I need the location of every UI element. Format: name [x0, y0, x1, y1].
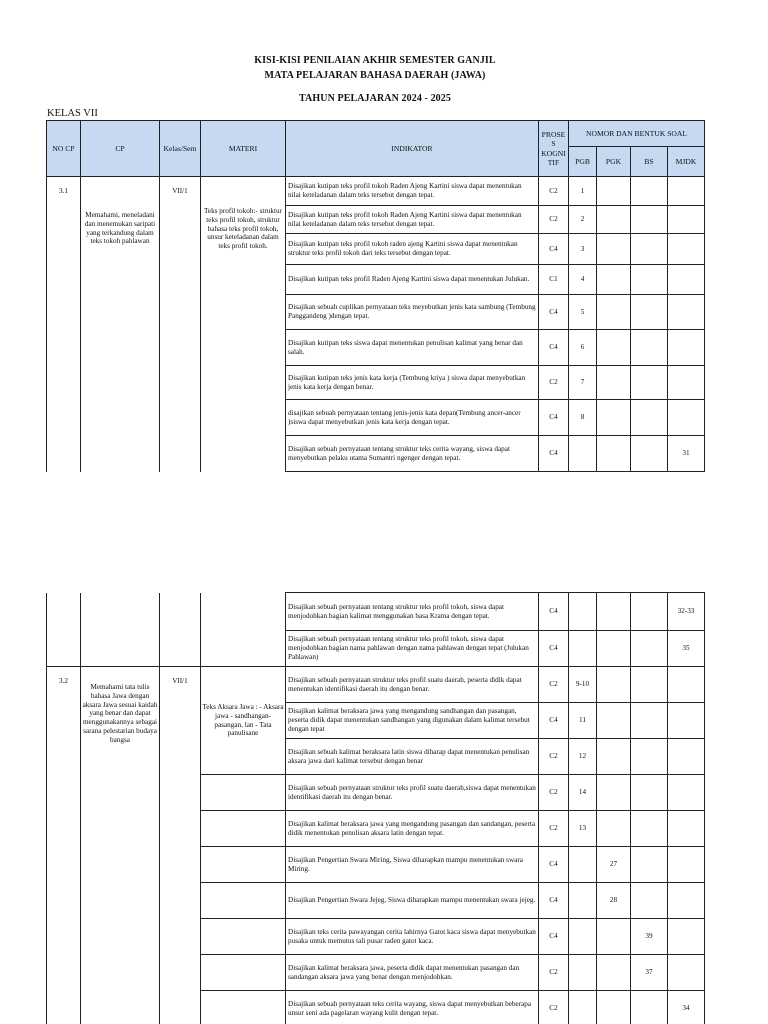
- subject-title: MATA PELAJARAN BAHASA DAERAH (JAWA): [264, 70, 486, 81]
- pgb-cell: 3: [569, 234, 597, 265]
- pgb-cell: 9-10: [569, 667, 597, 703]
- bs-cell: [631, 436, 668, 472]
- indikator-cell: Disajikan Pengertian Swara Jejeg, Siswa diharapkan mampu menentukan swara jejeg.: [286, 883, 539, 919]
- pgb-cell: 2: [569, 206, 597, 234]
- mjdk-cell: [668, 667, 705, 703]
- pgk-cell: [597, 631, 631, 667]
- indikator-cell: Disajikan sebuah kalimat beraksara latin siswa diharap dapat menentukan penulisan aksara jawa dari kalimat tersebut dengan benar: [286, 739, 539, 775]
- pgk-cell: [597, 400, 631, 436]
- pgb-cell: [569, 991, 597, 1024]
- continuation-blank-cell: [201, 593, 286, 667]
- bs-cell: [631, 811, 668, 847]
- pgk-cell: [597, 703, 631, 739]
- proses-kognitif-cell: C4: [539, 234, 569, 265]
- proses-kognitif-cell: C2: [539, 667, 569, 703]
- bs-cell: [631, 295, 668, 330]
- table-row: [47, 593, 705, 631]
- proses-kognitif-cell: C4: [539, 703, 569, 739]
- bs-cell: 37: [631, 955, 668, 991]
- proses-kognitif-cell: C4: [539, 330, 569, 366]
- pgb-cell: [569, 593, 597, 631]
- indikator-cell: Disajikan sebuah pernyataan tentang struktur teks profil tokoh, siswa dapat menjodohkan bagian kalimat menggunakan basa Krama dengan tepat.: [286, 593, 539, 631]
- proses-kognitif-cell: C4: [539, 631, 569, 667]
- bs-cell: [631, 847, 668, 883]
- materi-blank-cell: [201, 955, 286, 991]
- continuation-blank-cell: [81, 593, 160, 667]
- bs-cell: [631, 177, 668, 206]
- bs-cell: 39: [631, 919, 668, 955]
- materi-blank-cell: [201, 919, 286, 955]
- bs-cell: [631, 703, 668, 739]
- mjdk-cell: [668, 206, 705, 234]
- mjdk-cell: [668, 811, 705, 847]
- pgb-cell: 4: [569, 265, 597, 295]
- indikator-cell: Disajikan teks cerita pawayangan cerita lahirnya Gatot kaca siswa dapat menyebutkan pusaka untuk memutus tali pusar raden gatot kaca.: [286, 919, 539, 955]
- table-row: [47, 177, 705, 206]
- year-title: TAHUN PELAJARAN 2024 - 2025: [299, 93, 451, 104]
- pgb-cell: [569, 631, 597, 667]
- materi-cell: Teks profil tokoh:- struktur teks profil tokoh, struktur bahasa teks profil tokoh, unsur keteladanan dalam teks profil tokoh.: [201, 177, 286, 472]
- materi-blank-cell: [201, 811, 286, 847]
- pgb-cell: 11: [569, 703, 597, 739]
- cp-cell: Memahami tata tulis bahasa Jawa dengan aksara Jawa sesuai kaidah yang benar dan dapat menggunakannya sebagai sarana pelestarian budaya bangsa: [81, 667, 160, 1024]
- pgk-cell: [597, 330, 631, 366]
- proses-kognitif-cell: C4: [539, 400, 569, 436]
- bs-cell: [631, 593, 668, 631]
- header-proses-kognitif: PROSE S KOGNI TIF: [539, 121, 569, 177]
- mjdk-cell: 32-33: [668, 593, 705, 631]
- bs-cell: [631, 366, 668, 400]
- materi-blank-cell: [201, 847, 286, 883]
- pgk-cell: [597, 593, 631, 631]
- bs-cell: [631, 265, 668, 295]
- bs-cell: [631, 234, 668, 265]
- pgb-cell: 13: [569, 811, 597, 847]
- indikator-cell: Disajikan kalimat beraksara jawa yang mengandung sandhangan dan pasangan, peserta didik dapat menentukan sandhangan yang digunakan dalam kalimat tersebut dengan tepat: [286, 703, 539, 739]
- indikator-cell: Disajikan kalimat beraksara jawa yang mengandung pasangan dan sandangan, peserta didik menentukan penulisan aksara latin dengan tepat.: [286, 811, 539, 847]
- cp-cell: Memahami, meneladani dan menemukan saripati yang terkandung dalam teks tokoh pahlawan: [81, 177, 160, 472]
- mjdk-cell: [668, 234, 705, 265]
- continuation-blank-cell: [160, 593, 201, 667]
- proses-kognitif-cell: C1: [539, 265, 569, 295]
- pgb-cell: [569, 436, 597, 472]
- bs-cell: [631, 991, 668, 1024]
- header-materi: MATERI: [201, 121, 286, 177]
- pgk-cell: [597, 295, 631, 330]
- indikator-cell: disajikan sebuah pernyataan tentang jenis-jenis kata depan(Tembung ancer-ancer )siswa dapat menyebutkan jenis kata kerja dengan tepat.: [286, 400, 539, 436]
- mjdk-cell: [668, 366, 705, 400]
- pgk-cell: [597, 177, 631, 206]
- header-nomor-bentuk-soal: NOMOR DAN BENTUK SOAL: [569, 121, 705, 147]
- pgb-cell: 1: [569, 177, 597, 206]
- indikator-cell: Disajikan kutipan teks profil tokoh raden ajeng Kartini siswa dapat menentukan struktur teks profil tokoh dari teks tersebut dengan tepat.: [286, 234, 539, 265]
- proses-kognitif-cell: C2: [539, 206, 569, 234]
- indikator-cell: Disajikan sebuah pernyataan tentang struktur teks cerita wayang, siswa dapat menyebutkan pelaku utama Sumantri ngenger dengan tepat.: [286, 436, 539, 472]
- pgk-cell: 28: [597, 883, 631, 919]
- materi-blank-cell: [201, 883, 286, 919]
- document-title: KISI-KISI PENILAIAN AKHIR SEMESTER GANJIL: [254, 55, 496, 66]
- indikator-cell: Disajikan sebuah pernyataan teks cerita wayang, siswa dapat menyebutkan beberapa unsur seni ada pagelaran wayang kulit dengan tepat.: [286, 991, 539, 1024]
- kisi-table-page1: [46, 120, 705, 472]
- no-cp-cell: 3.1: [47, 177, 81, 472]
- pgk-cell: [597, 775, 631, 811]
- pgk-cell: 27: [597, 847, 631, 883]
- materi-blank-cell: [201, 775, 286, 811]
- pgb-cell: 7: [569, 366, 597, 400]
- header-kelas-sem: Kelas/Sem: [160, 121, 201, 177]
- bs-cell: [631, 330, 668, 366]
- pgb-cell: 14: [569, 775, 597, 811]
- mjdk-cell: [668, 775, 705, 811]
- materi-cell: Teks Aksara Jawa : - Aksara jawa - sandhangan- pasangan, lan - Tata panulisane: [201, 667, 286, 775]
- bs-cell: [631, 883, 668, 919]
- proses-kognitif-cell: C2: [539, 811, 569, 847]
- indikator-cell: Disajikan kutipan teks jenis kata kerja (Tembung kriya ) siswa dapat menyebutkan jenis kata kerja dengan benar.: [286, 366, 539, 400]
- proses-kognitif-cell: C4: [539, 847, 569, 883]
- bs-cell: [631, 206, 668, 234]
- mjdk-cell: [668, 177, 705, 206]
- pgk-cell: [597, 265, 631, 295]
- proses-kognitif-cell: C2: [539, 775, 569, 811]
- pgk-cell: [597, 955, 631, 991]
- pgb-cell: [569, 955, 597, 991]
- pgk-cell: [597, 739, 631, 775]
- pgk-cell: [597, 667, 631, 703]
- header-pgk: PGK: [597, 147, 631, 177]
- mjdk-cell: 35: [668, 631, 705, 667]
- indikator-cell: Disajikan kalimat beraksara jawa, peserta didik dapat menentukan pasangan dan sandangan aksara jawa yang benar dengan menjodohkan.: [286, 955, 539, 991]
- mjdk-cell: [668, 955, 705, 991]
- mjdk-cell: [668, 847, 705, 883]
- indikator-cell: Disajikan sebuah pernyataan tentang struktur teks profil tokoh, siswa dapat menjodohkan bagian nama pahlawan dengan nama pahlawan dengan tepat (Julukan Pahlawan): [286, 631, 539, 667]
- kelas-sem-cell: VII/1: [160, 667, 201, 1024]
- kelas-sem-cell: VII/1: [160, 177, 201, 472]
- mjdk-cell: [668, 883, 705, 919]
- pgb-cell: [569, 883, 597, 919]
- continuation-blank-cell: [47, 593, 81, 667]
- proses-kognitif-cell: C4: [539, 436, 569, 472]
- indikator-cell: Disajikan kutipan teks profil Raden Ajeng Kartini siswa dapat menentukan Julukan.: [286, 265, 539, 295]
- kisi-table-page2: [46, 592, 705, 1024]
- pgb-cell: 8: [569, 400, 597, 436]
- pgk-cell: [597, 811, 631, 847]
- pgk-cell: [597, 991, 631, 1024]
- mjdk-cell: [668, 919, 705, 955]
- indikator-cell: Disajikan kutipan teks profil tokoh Raden Ajeng Kartini siswa dapat menentukan nilai keteladanan dalam teks tersebut dengan tepat.: [286, 177, 539, 206]
- proses-kognitif-cell: C2: [539, 739, 569, 775]
- pgk-cell: [597, 234, 631, 265]
- pgk-cell: [597, 919, 631, 955]
- indikator-cell: Disajikan kutipan teks profil tokoh Raden Ajeng Kartini siswa dapat menentukan nilai keteladanan dalam teks tersebut dengan tepat.: [286, 206, 539, 234]
- class-label: KELAS VII: [47, 108, 98, 119]
- pgk-cell: [597, 436, 631, 472]
- pgb-cell: 5: [569, 295, 597, 330]
- proses-kognitif-cell: C4: [539, 295, 569, 330]
- indikator-cell: Disajikan Pengertian Swara Miring, Siswa diharapkan mampu menentukan swara Miring.: [286, 847, 539, 883]
- mjdk-cell: [668, 703, 705, 739]
- pgk-cell: [597, 206, 631, 234]
- bs-cell: [631, 667, 668, 703]
- mjdk-cell: 31: [668, 436, 705, 472]
- proses-kognitif-cell: C4: [539, 883, 569, 919]
- bs-cell: [631, 400, 668, 436]
- header-cp: CP: [81, 121, 160, 177]
- mjdk-cell: [668, 400, 705, 436]
- mjdk-cell: [668, 739, 705, 775]
- header-bs: BS: [631, 147, 668, 177]
- header-no-cp: NO CP: [47, 121, 81, 177]
- pgb-cell: [569, 847, 597, 883]
- mjdk-cell: 34: [668, 991, 705, 1024]
- pgb-cell: 12: [569, 739, 597, 775]
- header-mjdk: MJDK: [668, 147, 705, 177]
- no-cp-cell: 3.2: [47, 667, 81, 1024]
- bs-cell: [631, 631, 668, 667]
- bs-cell: [631, 739, 668, 775]
- mjdk-cell: [668, 265, 705, 295]
- proses-kognitif-cell: C2: [539, 955, 569, 991]
- header-indikator: INDIKATOR: [286, 121, 539, 177]
- mjdk-cell: [668, 330, 705, 366]
- header-pgb: PGB: [569, 147, 597, 177]
- bs-cell: [631, 775, 668, 811]
- indikator-cell: Disajikan sebuah pernyataan struktur teks profil suatu daerah,siswa dapat menentukan identifikasi daerah itu dengan benar.: [286, 775, 539, 811]
- mjdk-cell: [668, 295, 705, 330]
- materi-blank-cell: [201, 991, 286, 1024]
- pgb-cell: 6: [569, 330, 597, 366]
- proses-kognitif-cell: C4: [539, 593, 569, 631]
- indikator-cell: Disajikan kutipan teks siswa dapat menentukan penulisan kalimat yang benar dan salah.: [286, 330, 539, 366]
- table-row: [47, 667, 705, 703]
- proses-kognitif-cell: C4: [539, 919, 569, 955]
- pgb-cell: [569, 919, 597, 955]
- indikator-cell: Disajikan sebuah pernyataan struktur teks profil suatu daerah, peserta didik dapat menentukan identifikasi daerah itu dengan benar.: [286, 667, 539, 703]
- pgk-cell: [597, 366, 631, 400]
- indikator-cell: Disajikan sebuah cuplikan pernyataan teks meyebutkan jenis kata sambung (Tembung Panggandeng )dengan tepat.: [286, 295, 539, 330]
- proses-kognitif-cell: C2: [539, 991, 569, 1024]
- proses-kognitif-cell: C2: [539, 366, 569, 400]
- proses-kognitif-cell: C2: [539, 177, 569, 206]
